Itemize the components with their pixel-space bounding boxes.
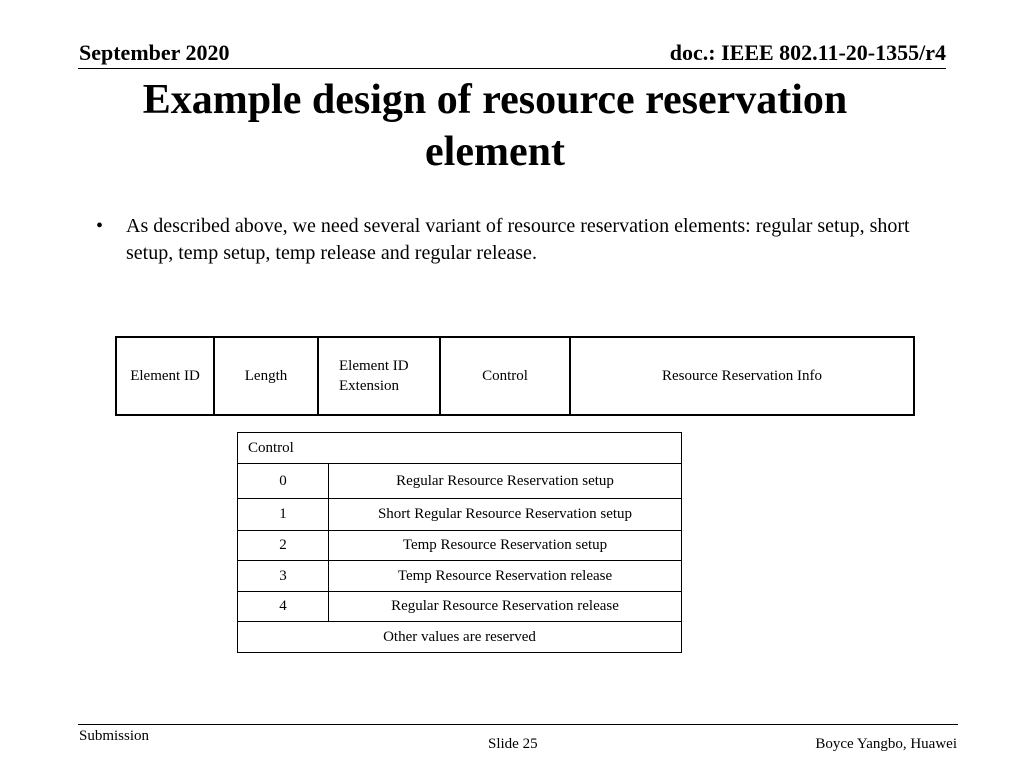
control-value: 2 (238, 531, 329, 561)
footer-submission: Submission (79, 728, 150, 744)
bullet-text: As described above, we need several variant of resource reservation elements: regular setup, short setup, temp setup, temp release and regular release. (126, 215, 910, 264)
control-table-header-row (238, 433, 682, 464)
field-length: Length (215, 338, 319, 414)
element-format-table (115, 336, 915, 416)
control-table-header: Control (238, 433, 682, 464)
control-meaning: Short Regular Resource Reservation setup (329, 499, 682, 531)
control-value: 4 (238, 592, 329, 622)
control-value: 3 (238, 561, 329, 592)
table-row (238, 464, 682, 499)
table-row (238, 622, 682, 653)
control-meaning: Temp Resource Reservation setup (329, 531, 682, 561)
header-date: September 2020 (79, 40, 230, 65)
table-row (238, 531, 682, 561)
header-divider (78, 68, 946, 69)
control-value: 1 (238, 499, 329, 531)
bullet-marker: • (96, 215, 104, 237)
control-values-table (237, 432, 682, 653)
control-meaning: Regular Resource Reservation release (329, 592, 682, 622)
footer-divider (78, 724, 958, 725)
control-value: 0 (238, 464, 329, 499)
footer-slide-number: Slide 25 (488, 736, 538, 752)
field-element-id: Element ID (117, 338, 215, 414)
table-row (238, 592, 682, 622)
control-meaning: Regular Resource Reservation setup (329, 464, 682, 499)
control-meaning: Temp Resource Reservation release (329, 561, 682, 592)
field-control: Control (441, 338, 571, 414)
field-resource-reservation-info: Resource Reservation Info (662, 368, 822, 384)
footer-author: Boyce Yangbo, Huawei (815, 736, 957, 752)
slide-title: Example design of resource reservation element (142, 77, 848, 175)
field-element-id-extension-label: Element ID Extension (339, 358, 409, 394)
header-doc-id: doc.: IEEE 802.11-20-1355/r4 (669, 40, 946, 65)
field-element-id-extension (319, 338, 441, 414)
table-row (238, 561, 682, 592)
control-table-footer: Other values are reserved (238, 622, 682, 653)
table-row (238, 499, 682, 531)
